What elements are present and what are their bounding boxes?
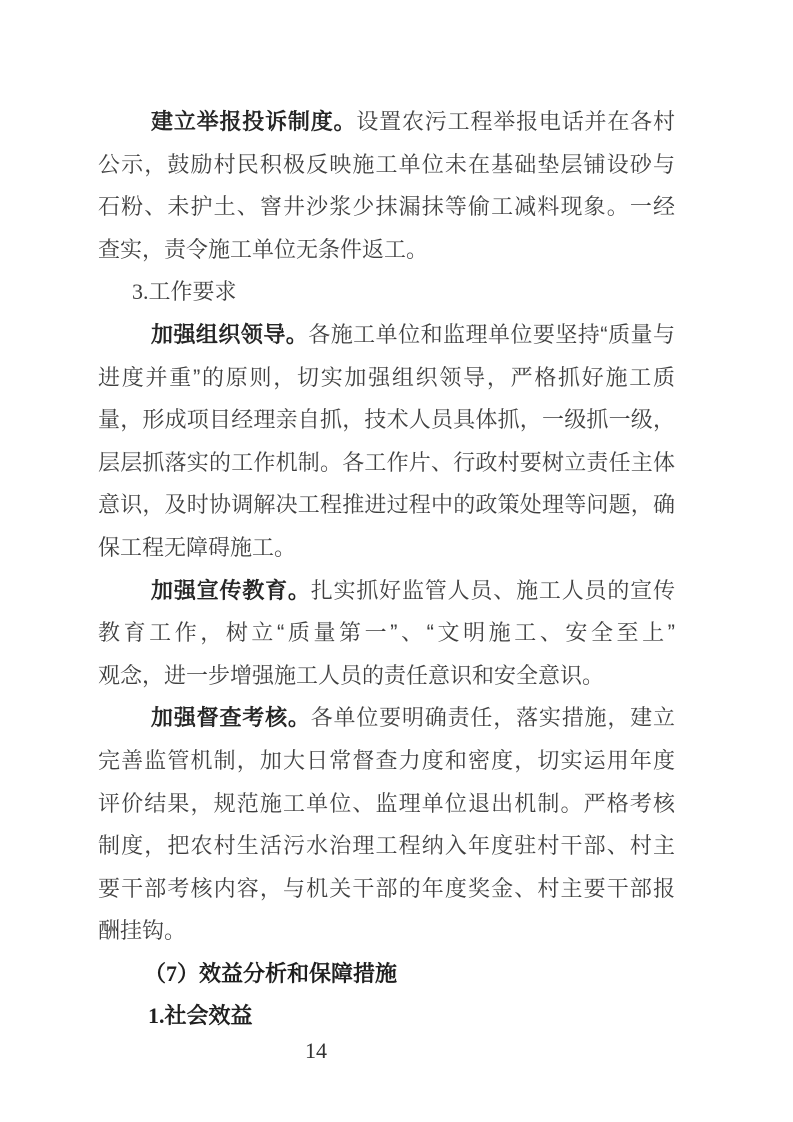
paragraph-lead-bold: 加强宣传教育。 (151, 577, 311, 603)
paragraph-line (98, 570, 675, 613)
paragraph-line: 观念，进一步增强施工人员的责任意识和安全意识。 (98, 662, 605, 688)
paragraph-line (98, 697, 675, 740)
heading-work-requirements (98, 271, 675, 314)
heading-label: 社会效益 (164, 1003, 253, 1029)
paragraph-line: 石粉、未护土、窨井沙浆少抹漏抹等偷工减料现象。一经 (98, 194, 675, 220)
heading-label: 效益分析和保障措施 (199, 960, 398, 986)
heading-number: 1. (148, 1003, 165, 1029)
paragraph-line: 进度并重”的原则，切实加强组织领导，严格抓好施工质 (98, 364, 675, 390)
paragraph-line: 酬挂钩。 (98, 918, 187, 944)
heading-number: 3. (132, 279, 149, 305)
paragraph-line: 查实，责令施工单位无条件返工。 (98, 236, 429, 262)
heading-number: （7） (144, 960, 200, 986)
paragraph-text: 扎实抓好监管人员、施工人员的宣传 (310, 577, 675, 603)
heading-label: 工作要求 (148, 279, 237, 305)
paragraph-line: 量，形成项目经理亲自抓，技术人员具体抓，一级抓一级， (98, 407, 675, 433)
heading-social-benefit (98, 995, 675, 1038)
paragraph-line: 完善监管机制，加大日常督查力度和密度，切实运用年度 (98, 747, 675, 773)
paragraph-lead-bold: 建立举报投诉制度。 (151, 109, 357, 134)
paragraph-line: 评价结果，规范施工单位、监理单位退出机制。严格考核 (98, 790, 675, 816)
paragraph-line: 层层抓落实的工作机制。各工作片、行政村要树立责任主体 (98, 449, 675, 475)
paragraph-line: 意识，及时协调解决工程推进过程中的政策处理等问题，确 (98, 492, 675, 518)
paragraph-text: 各单位要明确责任，落实措施，建立 (310, 705, 675, 731)
paragraph-line: 公示，鼓励村民积极反映施工单位未在基础垫层铺设砂与 (98, 151, 675, 177)
paragraph-text: 各施工单位和监理单位要坚持“质量与 (308, 321, 675, 347)
paragraph-line: 要干部考核内容，与机关干部的年度奖金、村主要干部报 (98, 875, 675, 901)
paragraph-lead-bold: 加强组织领导。 (151, 321, 309, 347)
paragraph-line: 教育工作，树立“质量第一”、“文明施工、安全至上” (98, 620, 675, 646)
paragraph-line (98, 101, 675, 144)
paragraph-line (98, 314, 675, 357)
paragraph-text: 设置农污工程举报电话并在各村 (356, 109, 675, 134)
paragraph-line: 保工程无障碍施工。 (98, 534, 297, 560)
paragraph-line: 制度，把农村生活污水治理工程纳入年度驻村干部、村主 (98, 833, 675, 859)
text-block (98, 101, 675, 1038)
heading-benefit-analysis (98, 953, 675, 996)
paragraph-lead-bold: 加强督查考核。 (151, 705, 311, 731)
page-number: 14 (305, 1038, 327, 1063)
